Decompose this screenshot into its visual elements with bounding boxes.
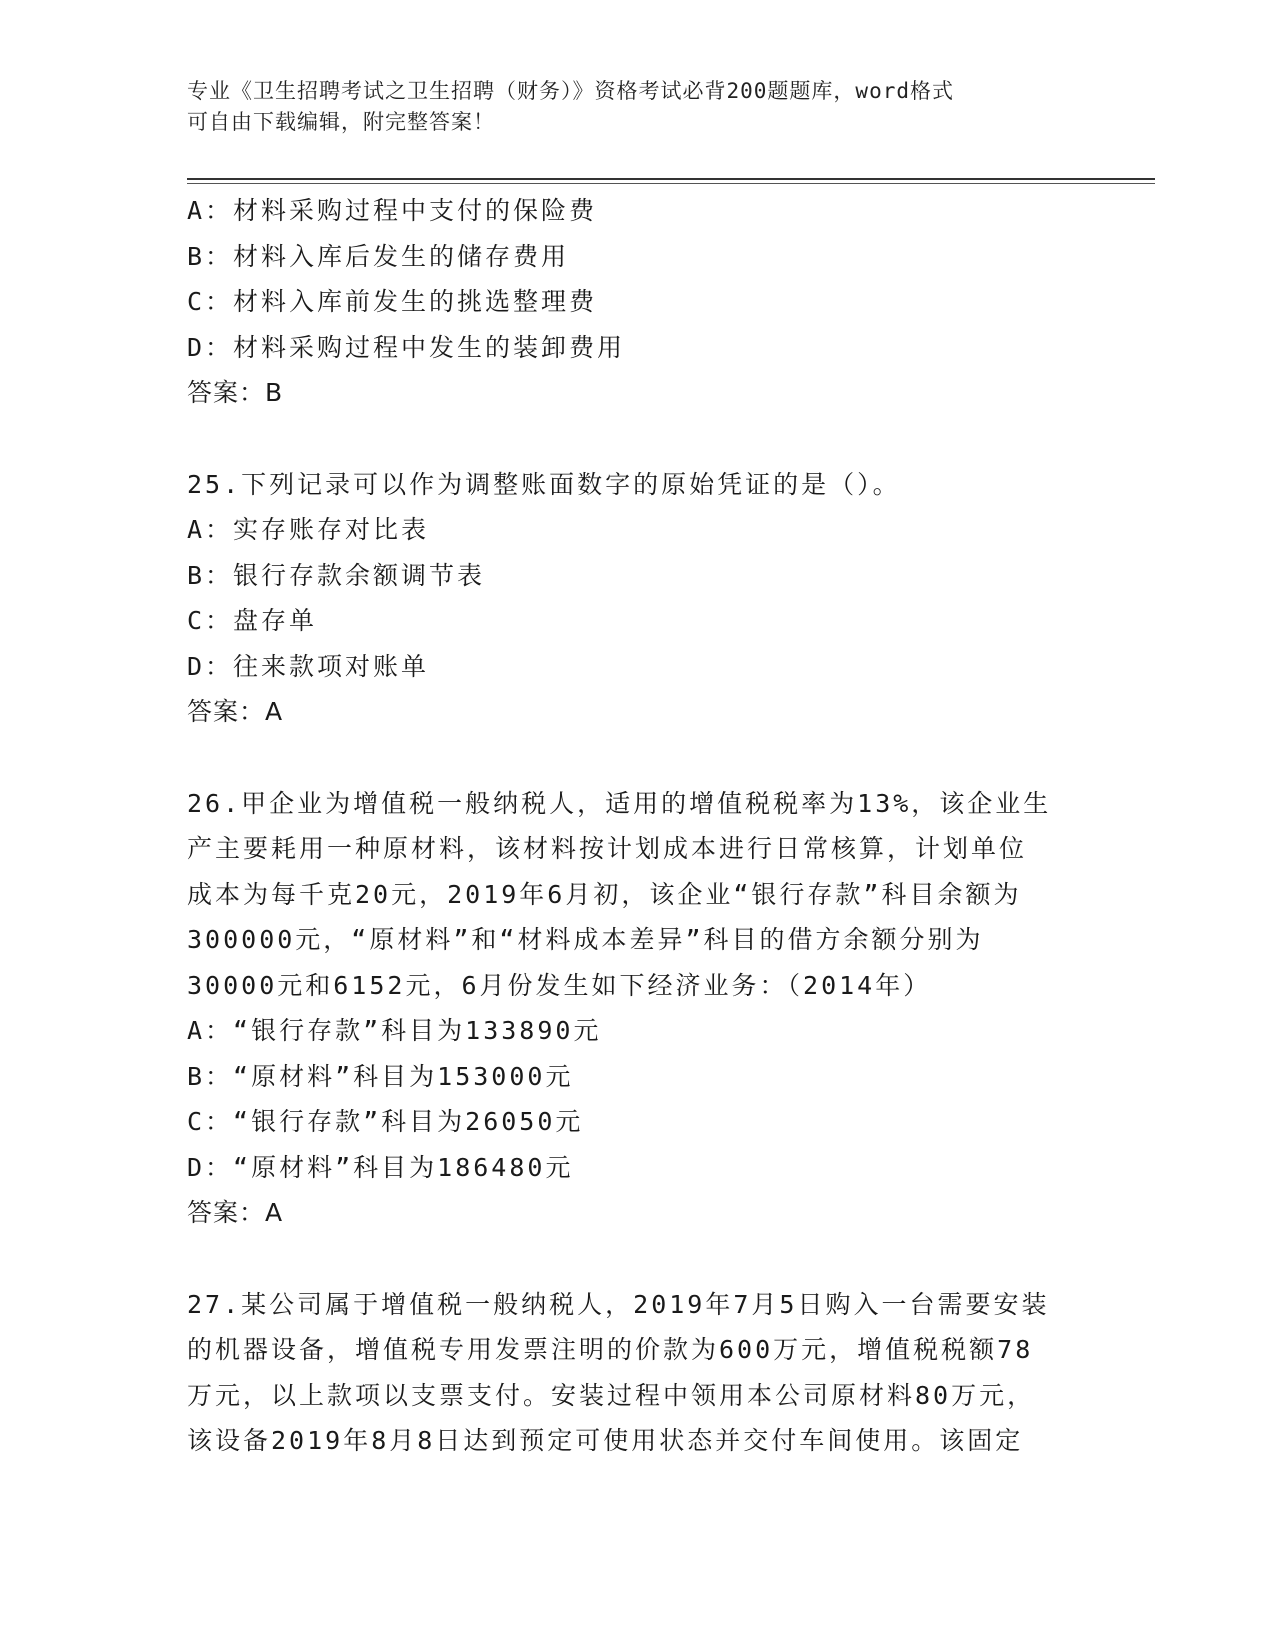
answer: 答案：A (187, 1198, 284, 1227)
option-d: D：往来款项对账单 (187, 651, 430, 681)
question-stem-line: 该设备2019年8月8日达到预定可使用状态并交付车间使用。该固定 (187, 1426, 1024, 1455)
option-d: D：材料采购过程中发生的装卸费用 (187, 332, 626, 362)
header-title-line-2: 可自由下载编辑，附完整答案！ (187, 110, 495, 134)
question-24 (187, 188, 1087, 416)
option-c: C：“银行存款”科目为26050元 (187, 1107, 584, 1136)
question-stem-line: 的机器设备，增值税专用发票注明的价款为600万元，增值税税额78 (187, 1335, 1034, 1364)
answer: 答案：B (187, 378, 284, 407)
question-stem-line: 27.某公司属于增值税一般纳税人，2019年7月5日购入一台需要安装 (187, 1289, 1050, 1319)
question-stem: 25.下列记录可以作为调整账面数字的原始凭证的是（）。 (187, 469, 901, 499)
question-25 (187, 462, 1087, 735)
answer: 答案：A (187, 697, 284, 726)
option-b: B：“原材料”科目为153000元 (187, 1061, 574, 1091)
header-divider-thick (187, 178, 1155, 180)
spacer (187, 1236, 1087, 1282)
option-d: D：“原材料”科目为186480元 (187, 1152, 574, 1182)
question-27 (187, 1282, 1087, 1464)
document-header (187, 76, 1067, 138)
option-c: C：材料入库前发生的挑选整理费 (187, 287, 598, 316)
option-b: B：银行存款余额调节表 (187, 560, 486, 590)
question-stem-line: 万元，以上款项以支票支付。安装过程中领用本公司原材料80万元， (187, 1380, 1036, 1410)
header-title-line-1: 专业《卫生招聘考试之卫生招聘（财务）》资格考试必背200题题库，word格式 (187, 79, 954, 103)
question-stem-line: 成本为每千克20元，2019年6月初，该企业“银行存款”科目余额为 (187, 879, 1022, 909)
question-stem-line: 300000元，“原材料”和“材料成本差异”科目的借方余额分别为 (187, 925, 984, 954)
spacer (187, 416, 1087, 462)
option-a: A：材料采购过程中支付的保险费 (187, 196, 598, 225)
question-stem-line: 30000元和6152元，6月份发生如下经济业务：（2014年） (187, 970, 932, 1000)
option-a: A：实存账存对比表 (187, 515, 430, 544)
option-c: C：盘存单 (187, 606, 318, 635)
option-b: B：材料入库后发生的储存费用 (187, 241, 570, 271)
header-divider-thin (187, 183, 1155, 184)
option-a: A：“银行存款”科目为133890元 (187, 1016, 602, 1045)
question-stem-line: 产主要耗用一种原材料，该材料按计划成本进行日常核算，计划单位 (187, 834, 1028, 863)
question-content (187, 188, 1087, 1464)
spacer (187, 735, 1087, 781)
question-stem-line: 26.甲企业为增值税一般纳税人，适用的增值税税率为13%，该企业生 (187, 788, 1052, 818)
question-26 (187, 781, 1087, 1236)
